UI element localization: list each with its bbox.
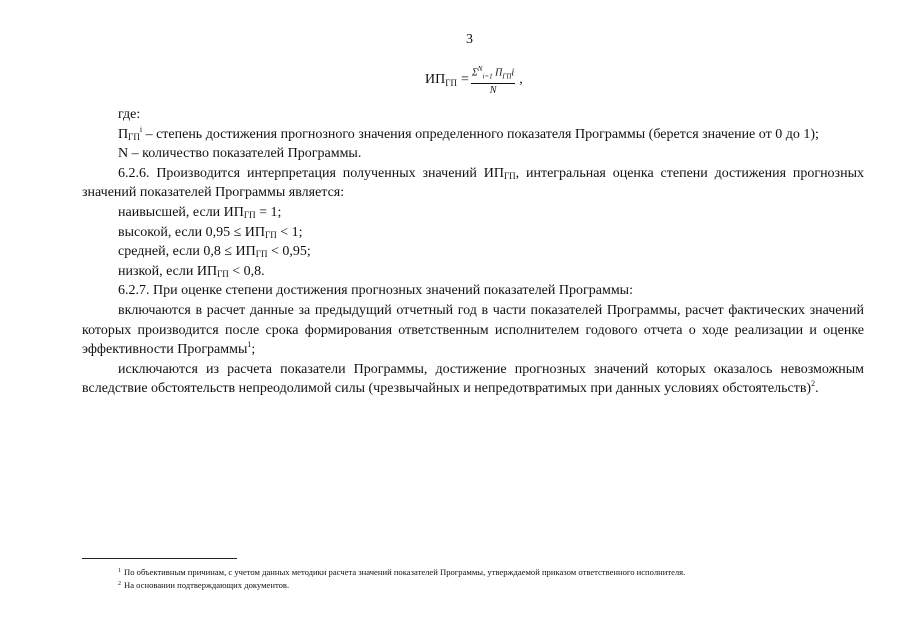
formula-lhs: $ИП_{ГП}$ [425,72,457,89]
footnote-1: $^1$ По объективным причинам, с учетом данных методики расчета значений показателей Программы, утверждаемой приказом ответственного исполнителя. [118,567,686,577]
excluded-clause: исключаются из расчета показатели Программы, достижение прогнозных значений которых оказалось невозможным вследствие обстоятельств непреодолимой силы (чрезвычайных и непредотвратимых при данных условиях обстоятельств)$^2$. [82,361,864,397]
formula-fraction [471,64,515,96]
footnote-separator [82,558,237,559]
body-text [82,105,864,399]
section-6-2-6: 6.2.6. Производится интерпретация полученных значений $ИП_{ГП}$, интегральная оценка степени достижения прогнозных значений показателей Программы является: [82,165,864,201]
level-high: высокой, если $0,95 \le ИП_{ГП} < 1$; [118,224,303,240]
level-medium: средней, если $0,8 \le ИП_{ГП} < 0,95$; [118,244,311,260]
section-6-2-7: 6.2.7. При оценке степени достижения прогнозных значений показателей Программы: [118,283,633,299]
page-number: 3 [466,32,473,47]
formula-denominator: N [489,85,497,97]
formula-equals: = [460,72,469,88]
level-low: низкой, если $ИП_{ГП} < 0,8$. [118,263,265,279]
footnotes [118,566,878,591]
footnote-ref-1: 1 [247,340,252,350]
definition-n: N – количество показателей Программы. [118,146,362,162]
definition-pgp: $П_{ГП}^i$ – степень достижения прогнозного значения определенного показателя Программы (берется значение от 0 до 1); [118,124,819,142]
footnote-2: $^2$ На основании подтверждающих документов. [118,579,290,590]
included-clause: включаются в расчет данные за предыдущий отчетный год в части показателей Программы, расчет фактических значений которых производится после срока формирования ответственным исполнителем годового отчета о ходе реализации и оценке эффективности Программы$^1$; [82,302,864,358]
where-label: где: [118,107,141,122]
formula-comma: , [519,72,523,88]
footnote-ref-2: 2 [811,379,816,389]
formula-numerator: $\Sigma^N_{i=1}$ $П_{ГП}i$ [471,64,515,84]
formula [425,64,523,96]
level-highest: наивысшей, если $ИП_{ГП} = 1$; [118,204,282,220]
